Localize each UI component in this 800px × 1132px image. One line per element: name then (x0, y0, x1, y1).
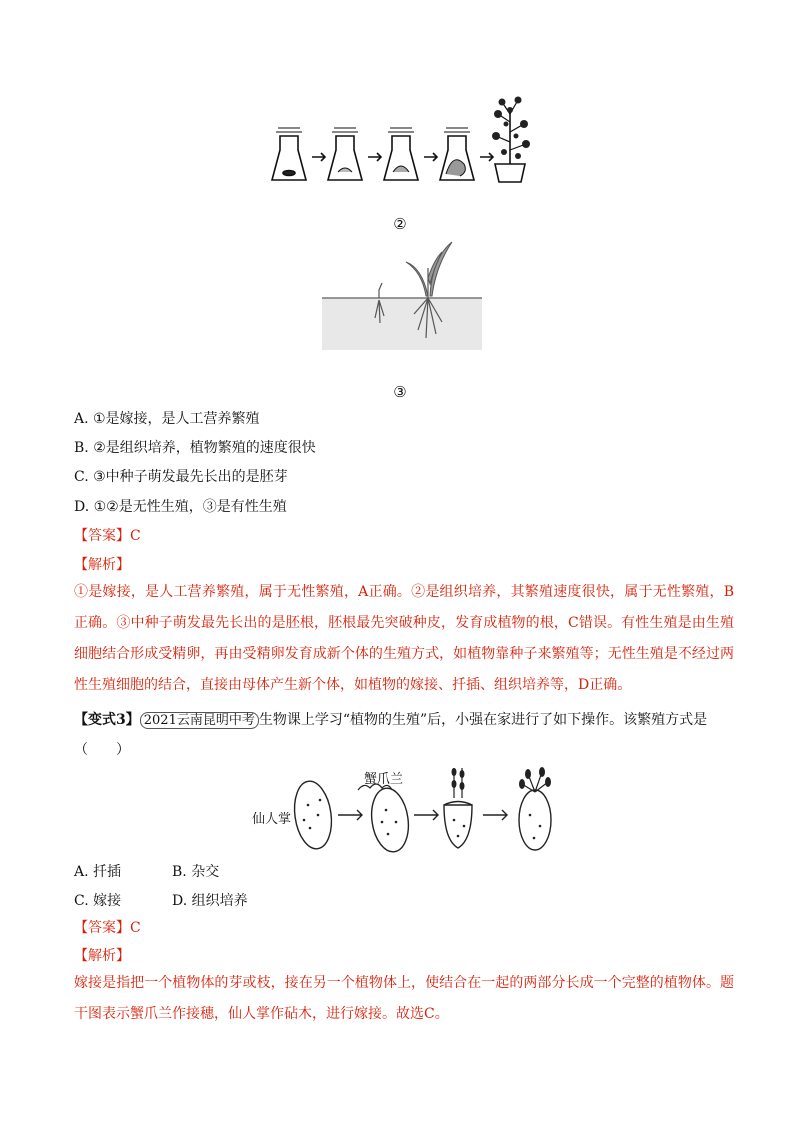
q2-analysis-text: 嫁接是指把一个植物体的芽或枝，接在另一个植物体上，使结合在一起的两部分长成一个完整的植物体。题干图表示蟹爪兰作接穗，仙人掌作砧木，进行嫁接。故选C。 (74, 975, 734, 1022)
option-b: B. ②是组织培养，植物繁殖的速度很快 (74, 440, 316, 456)
q2-option-a: A. 扦插 (74, 864, 122, 880)
q2-option-c: C. 嫁接 (74, 893, 122, 909)
seed-germination-figure (322, 238, 482, 353)
tissue-culture-figure (270, 92, 550, 192)
option-d: D. ①②是无性生殖，③是有性生殖 (74, 499, 287, 515)
analysis-label: 【解析】 (74, 557, 130, 573)
q2-analysis-label: 【解析】 (74, 948, 130, 964)
question-2-stem (74, 710, 734, 731)
figure-3-label: ③ (393, 383, 407, 401)
cactus-label: 仙人掌 (252, 812, 292, 827)
q2-option-b: B. 杂交 (172, 864, 220, 880)
option-c: C. ③中种子萌发最先长出的是胚芽 (74, 469, 288, 485)
q2-option-d: D. 组织培养 (172, 893, 248, 909)
question-tag: 【变式3】 (74, 712, 140, 728)
question-source: 2021云南昆明中考 (140, 712, 259, 729)
q2-answer-label: 【答案】C (74, 920, 141, 936)
option-a: A. ①是嫁接，是人工营养繁殖 (74, 411, 260, 427)
analysis-text: ①是嫁接，是人工营养繁殖，属于无性繁殖，A正确。②是组织培养，其繁殖速度很快，属于无性繁殖，B正确。③中种子萌发最先长出的是胚根，胚根最先突破种皮，发育成植物的根，C错误。有性生殖是由生殖细胞结合形成受精卵，再由受精卵发育成新个体的生殖方式，如植物靠种子来繁殖等；无性生殖是不经过两性生殖细胞的结合，直接由母体产生新个体，如植物的嫁接、扦插、组织培养等，D正确。 (74, 584, 734, 693)
question-stem-text: 生物课上学习“植物的生殖”后，小强在家进行了如下操作。该繁殖方式是 (258, 712, 708, 728)
answer-blank: （ ） (74, 742, 130, 758)
grafting-figure (258, 760, 568, 860)
crab-cactus-label: 蟹爪兰 (364, 772, 404, 787)
answer-label: 【答案】C (74, 528, 141, 544)
figure-2-label: ② (393, 215, 407, 233)
